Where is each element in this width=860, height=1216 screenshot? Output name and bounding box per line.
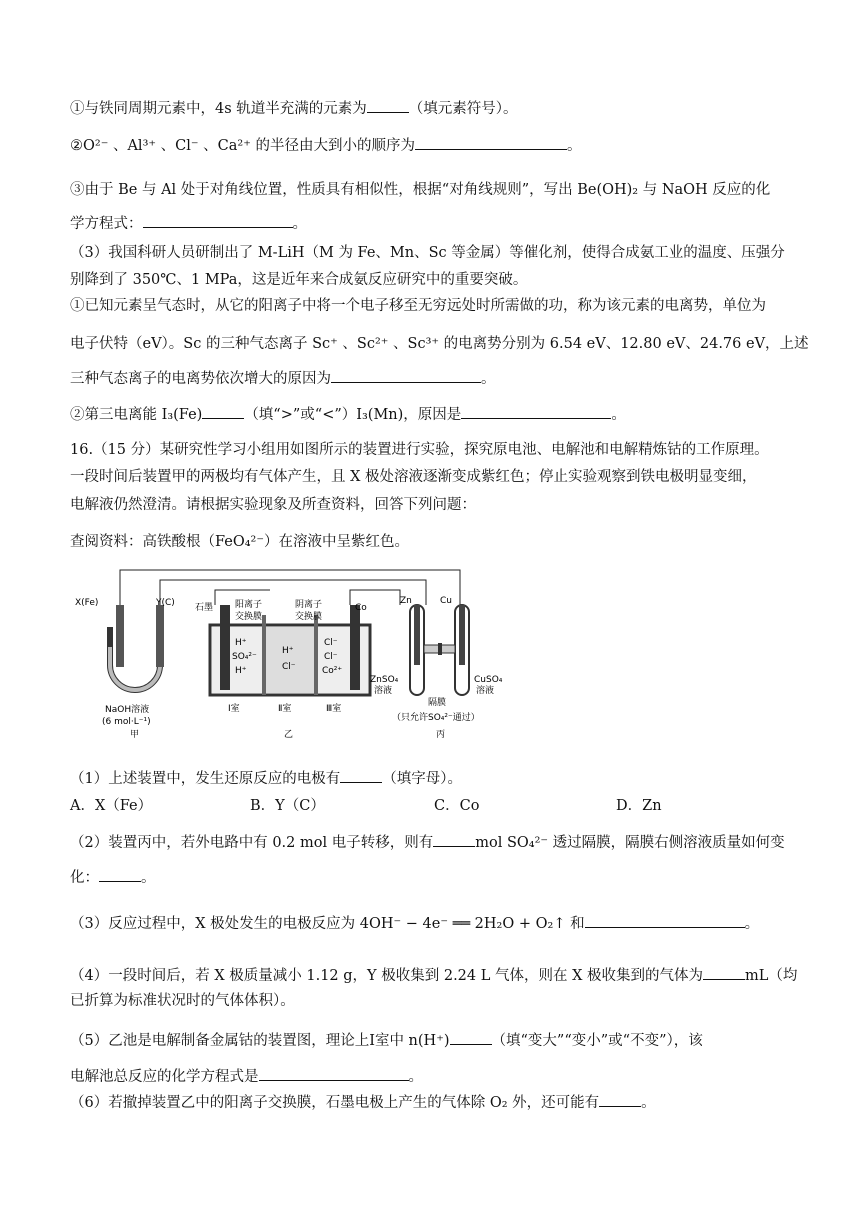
label-co: Co: [355, 603, 367, 613]
ion-label: Co²⁺: [322, 666, 343, 676]
ion-label: SO₄²⁻: [232, 652, 257, 662]
choices: [70, 796, 662, 816]
q-line: （4）一段时间后，若 X 极质量减小 1.12 g，Y 极收集到 2.24 L 气体，则在 X 极收集到的气体为 mL（均: [70, 965, 797, 986]
answer-blank[interactable]: [331, 368, 481, 383]
label-yi: 乙: [284, 730, 294, 740]
label-anion-membrane: 阴离子: [295, 600, 323, 610]
label-cu: Cu: [440, 596, 452, 606]
answer-blank[interactable]: [367, 98, 409, 113]
label-room3: Ⅲ室: [326, 704, 342, 714]
q-line: ①与铁同周期元素中，4s 轨道半充满的元素为 （填元素符号）。: [70, 98, 518, 119]
q-line: （3）反应过程中，X 极处发生的电极反应为 4OH⁻ − 4e⁻ ══ 2H₂O + O₂↑ 和 。: [70, 913, 759, 934]
label-jia: 甲: [130, 730, 140, 740]
label-cation-membrane-2: 交换膜: [235, 612, 263, 622]
answer-blank[interactable]: [433, 832, 475, 847]
label-anion-membrane-2: 交换膜: [295, 612, 323, 622]
q-line: （3）我国科研人员研制出了 M-LiH（M 为 Fe、Mn、Sc 等金属）等催化剂，使得合成氨工业的温度、压强分: [70, 245, 785, 261]
answer-blank[interactable]: [143, 213, 293, 228]
label-room2: Ⅱ室: [278, 704, 292, 714]
q-line: ②第三电离能 I₃(Fe) （填“>”或“<”）I₃(Mn)，原因是 。: [70, 404, 626, 425]
q-line: 一段时间后装置甲的两极均有气体产生，且 X 极处溶液逐渐变成紫红色；停止实验观察到铁电极明显变细，: [70, 469, 757, 485]
q-line: 已折算为标准状况时的气体体积）。: [70, 993, 295, 1009]
answer-blank[interactable]: [415, 135, 567, 150]
q-line: 化： 。: [70, 867, 156, 888]
answer-blank[interactable]: [599, 1092, 641, 1107]
label-cation-membrane: 阳离子: [235, 600, 263, 610]
label-zn: Zn: [400, 596, 412, 606]
answer-blank[interactable]: [202, 404, 244, 419]
q-line: 查阅资料：高铁酸根（FeO₄²⁻）在溶液中呈紫红色。: [70, 534, 410, 550]
label-x-fe: X(Fe): [75, 598, 99, 608]
answer-blank[interactable]: [461, 404, 611, 419]
choice-b[interactable]: B．Y（C）: [250, 798, 325, 814]
answer-blank[interactable]: [703, 965, 745, 980]
answer-blank[interactable]: [585, 913, 745, 928]
q-line: ①已知元素呈气态时，从它的阳离子中将一个电子移至无穷远处时所需做的功，称为该元素的电离势，单位为: [70, 298, 766, 314]
ion-label: Cl⁻: [324, 638, 338, 648]
q-line: 电子伏特（eV）。Sc 的三种气态离子 Sc⁺ 、Sc²⁺ 、Sc³⁺ 的电离势分别为 6.54 eV、12.80 eV、24.76 eV，上述: [70, 336, 809, 352]
ion-label: Cl⁻: [324, 652, 338, 662]
q-line: ③由于 Be 与 Al 处于对角线位置，性质具有相似性，根据“对角线规则”，写出 Be(OH)₂ 与 NaOH 反应的化: [70, 182, 771, 198]
q-line: （6）若撤掉装置乙中的阳离子交换膜，石墨电极上产生的气体除 O₂ 外，还可能有 。: [70, 1092, 656, 1113]
label-allow: （只允许SO₄²⁻通过）: [392, 713, 480, 723]
label-gemo: 隔膜: [428, 698, 447, 708]
q-line: 别降到了 350℃、1 MPa，这是近年来合成氨反应研究中的重要突破。: [70, 272, 528, 288]
ion-label: H⁺: [235, 638, 247, 648]
apparatus-diagram: [70, 565, 520, 740]
q-line: 电解液仍然澄清。请根据实验现象及所查资料，回答下列问题：: [70, 497, 476, 513]
q-line: （5）乙池是电解制备金属钴的装置图，理论上Ⅰ室中 n(H⁺) （填“变大”“变小”或“不变”），该: [70, 1030, 703, 1051]
answer-blank[interactable]: [99, 867, 141, 882]
label-y-c: Y(C): [156, 598, 175, 608]
label-znso4-2: 溶液: [374, 686, 393, 696]
ion-label: H⁺: [235, 666, 247, 676]
q-line: （2）装置丙中，若外电路中有 0.2 mol 电子转移，则有 mol SO₄²⁻ 透过隔膜，隔膜右侧溶液质量如何变: [70, 832, 785, 853]
label-znso4: ZnSO₄: [370, 675, 399, 685]
choice-d[interactable]: D．Zn: [616, 798, 662, 814]
ion-label: Cl⁻: [282, 662, 296, 672]
q-line: 电解池总反应的化学方程式是 。: [70, 1066, 423, 1087]
label-cuso4: CuSO₄: [474, 675, 503, 685]
q-line: 16.（15 分）某研究性学习小组用如图所示的装置进行实验，探究原电池、电解池和电解精炼钴的工作原理。: [70, 442, 769, 458]
choice-a[interactable]: A．X（Fe）: [70, 798, 153, 814]
q-line: 三种气态离子的电离势依次增大的原因为 。: [70, 368, 496, 389]
label-cuso4-2: 溶液: [476, 686, 495, 696]
answer-blank[interactable]: [340, 768, 382, 783]
label-bing: 丙: [436, 730, 446, 740]
q-line: ②O²⁻ 、Al³⁺ 、Cl⁻ 、Ca²⁺ 的半径由大到小的顺序为 。: [70, 135, 581, 156]
label-naoh-conc: (6 mol·L⁻¹): [102, 717, 151, 727]
answer-blank[interactable]: [259, 1066, 409, 1081]
q-line: （1）上述装置中，发生还原反应的电极有 （填字母）。: [70, 768, 462, 789]
q-line: 学方程式： 。: [70, 213, 307, 234]
ion-label: H⁺: [282, 646, 294, 656]
choice-c[interactable]: C．Co: [434, 798, 480, 814]
label-naoh: NaOH溶液: [105, 705, 150, 715]
label-shimo: 石墨: [195, 603, 214, 613]
answer-blank[interactable]: [450, 1030, 492, 1045]
label-room1: Ⅰ室: [228, 704, 240, 714]
